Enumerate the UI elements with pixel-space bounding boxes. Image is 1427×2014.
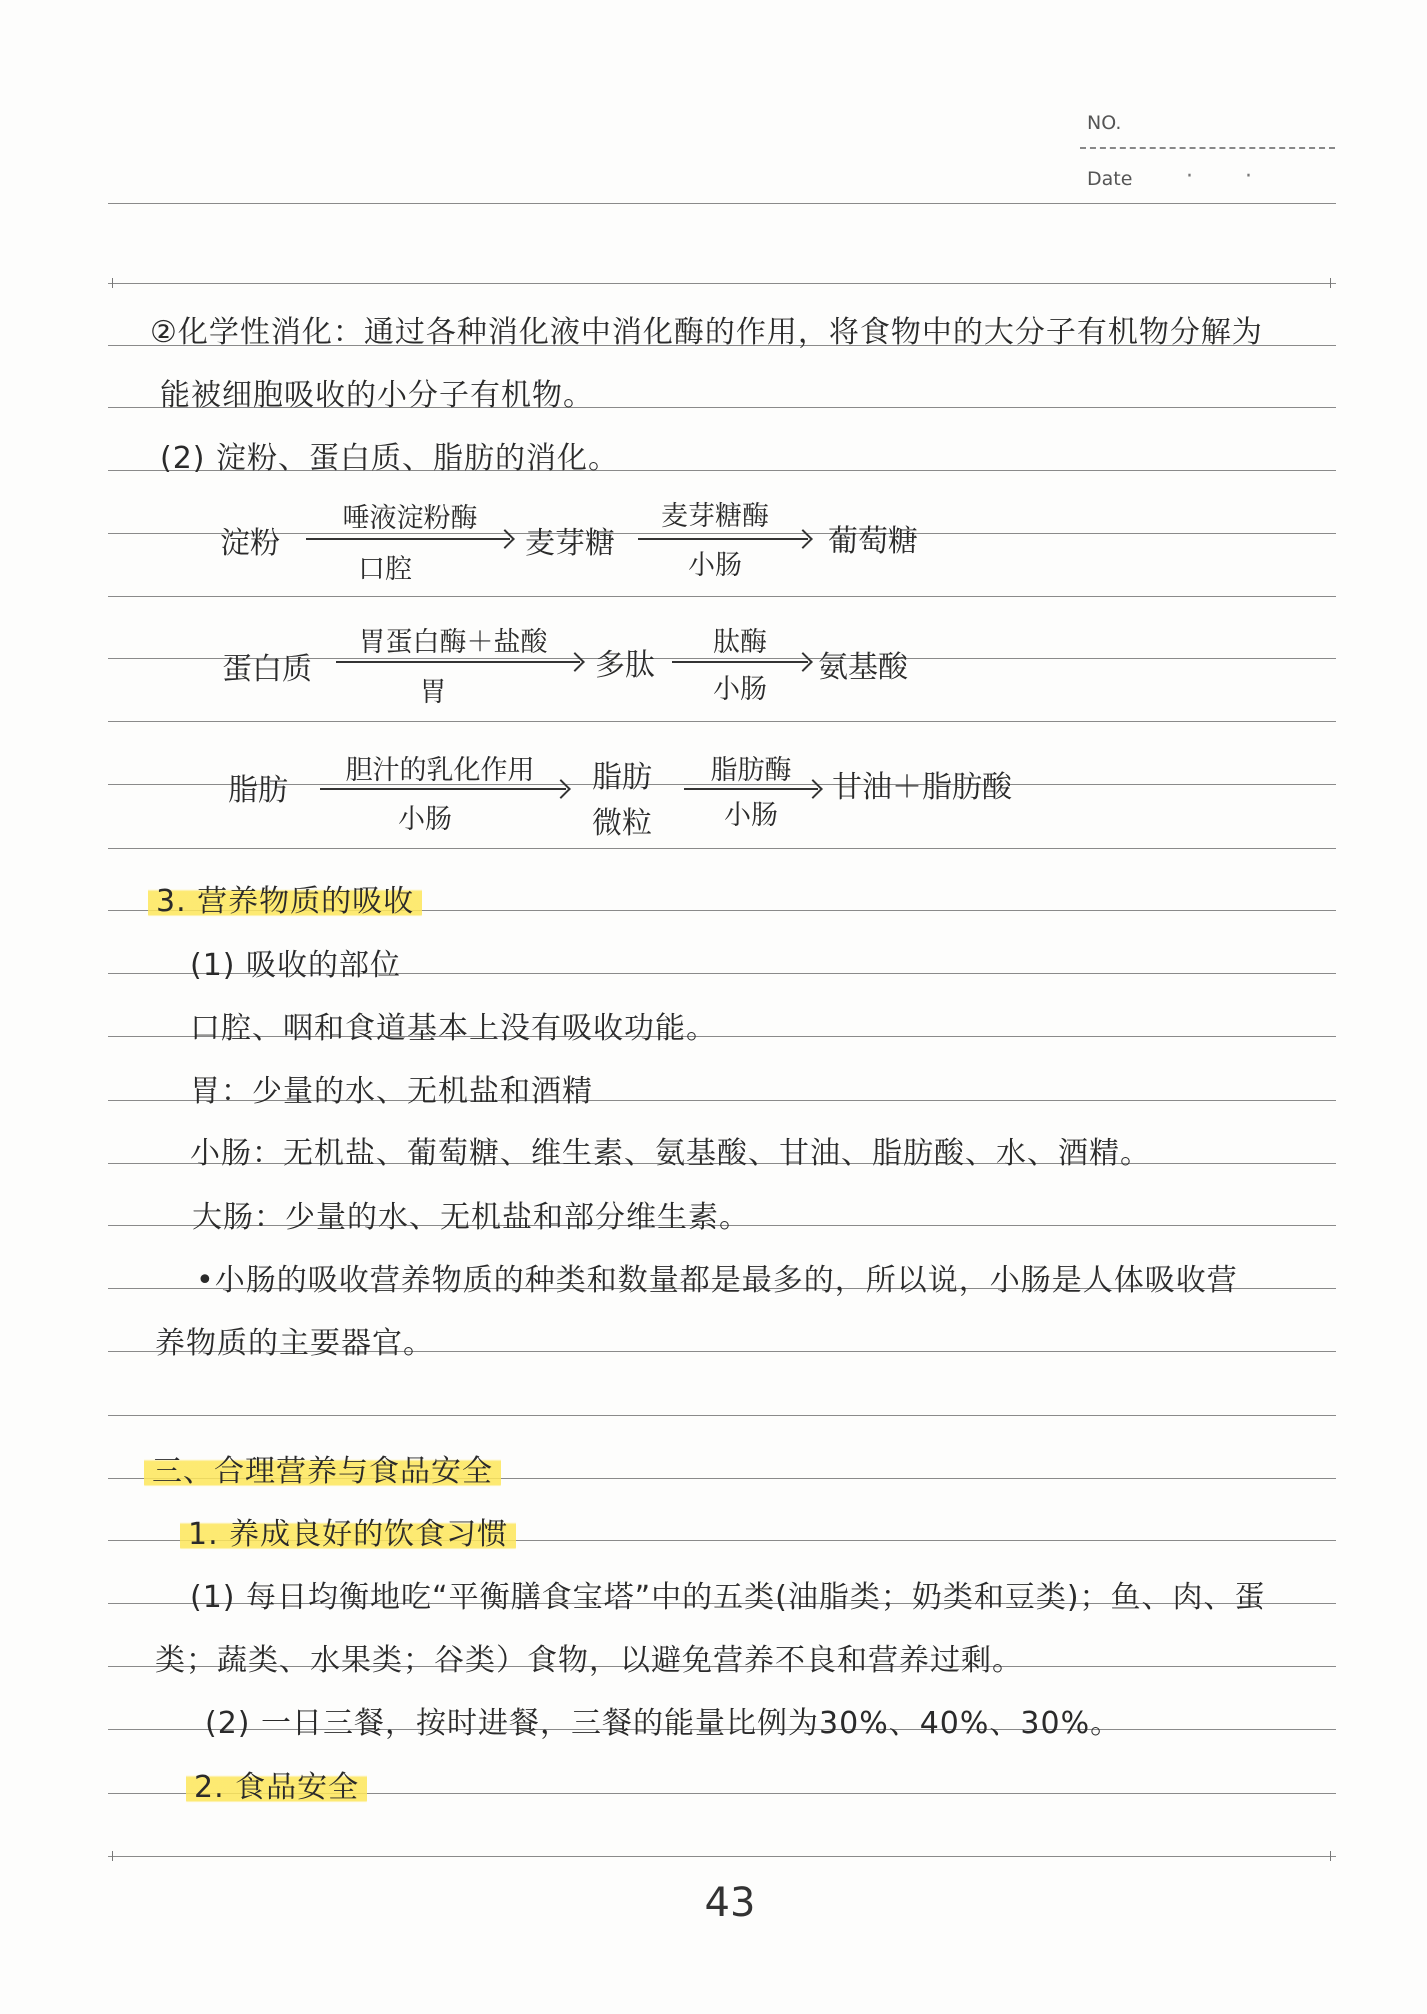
fat-product: 甘油＋脂肪酸 <box>832 770 1012 805</box>
chemical-digestion-line-2: 能被细胞吸收的小分子有机物。 <box>160 378 594 413</box>
date-label: Date <box>1087 168 1133 190</box>
starch-enzyme-2: 麦芽糖酶 <box>661 501 769 532</box>
rule-line <box>108 203 1336 204</box>
rule-line <box>108 533 1336 534</box>
absorption-note-line-1: •小肠的吸收营养物质的种类和数量都是最多的，所以说，小肠是人体吸收营 <box>196 1263 1238 1298</box>
starch-site-2: 小肠 <box>688 550 742 581</box>
absorption-item-stomach: 胃：少量的水、无机盐和酒精 <box>190 1074 593 1109</box>
fat-process-1: 胆汁的乳化作用 <box>345 755 535 786</box>
fat-arrow-1 <box>320 788 566 790</box>
protein-arrow-2 <box>672 661 808 663</box>
date-dot-1: · <box>1186 164 1193 189</box>
rule-line <box>108 721 1336 722</box>
starch-arrow-1 <box>306 538 510 540</box>
rule-line <box>108 596 1336 597</box>
fat-arrow-2 <box>684 788 818 790</box>
fat-reactant: 脂肪 <box>228 773 288 808</box>
fat-intermediate-sub: 微粒 <box>592 806 652 841</box>
absorption-item-small-intestine: 小肠：无机盐、葡萄糖、维生素、氨基酸、甘油、脂肪酸、水、酒精。 <box>190 1136 1151 1171</box>
protein-site-2: 小肠 <box>713 674 767 705</box>
protein-enzyme-1: 胃蛋白酶＋盐酸 <box>358 627 548 658</box>
protein-intermediate: 多肽 <box>595 648 655 683</box>
habits-p1-line-1: (1) 每日均衡地吃“平衡膳食宝塔”中的五类(油脂类；奶类和豆类)；鱼、肉、蛋 <box>190 1580 1266 1615</box>
absorption-item-large-intestine: 大肠：少量的水、无机盐和部分维生素。 <box>192 1200 750 1235</box>
starch-reactant: 淀粉 <box>220 526 280 561</box>
rule-tick <box>112 1851 113 1861</box>
food-safety-subheading: 2. 食品安全 <box>186 1762 367 1806</box>
starch-product: 葡萄糖 <box>828 524 918 559</box>
page-number: 43 <box>704 1880 756 1926</box>
protein-enzyme-2: 肽酶 <box>713 627 767 658</box>
fat-intermediate: 脂肪 <box>592 760 652 795</box>
rule-tick <box>1330 278 1331 288</box>
digestion-subheading: (2) 淀粉、蛋白质、脂肪的消化。 <box>160 441 620 476</box>
chemical-digestion-line-1: ②化学性消化：通过各种消化液中消化酶的作用，将食物中的大分子有机物分解为 <box>150 315 1263 350</box>
rule-tick <box>112 278 113 288</box>
rule-line <box>108 848 1336 849</box>
absorption-item-mouth: 口腔、咽和食道基本上没有吸收功能。 <box>190 1011 717 1046</box>
absorption-note-line-2: 养物质的主要器官。 <box>155 1326 434 1361</box>
habits-p2: (2) 一日三餐，按时进餐，三餐的能量比例为30%、40%、30%。 <box>205 1706 1122 1741</box>
date-dot-2: · <box>1245 164 1252 189</box>
fat-site-1: 小肠 <box>398 804 452 835</box>
protein-site-1: 胃 <box>419 677 447 708</box>
protein-product: 氨基酸 <box>818 650 908 685</box>
absorption-heading: 3. 营养物质的吸收 <box>148 876 422 920</box>
starch-intermediate: 麦芽糖 <box>525 526 615 561</box>
rule-line <box>108 283 1336 284</box>
rule-tick <box>1330 1851 1331 1861</box>
no-label: NO. <box>1087 112 1122 134</box>
fat-enzyme-2: 脂肪酶 <box>710 755 792 786</box>
rule-line <box>108 1415 1336 1416</box>
fat-site-2: 小肠 <box>724 800 778 831</box>
habits-subheading: 1. 养成良好的饮食习惯 <box>180 1509 516 1553</box>
protein-arrow-1 <box>336 661 580 663</box>
starch-enzyme-1: 唾液淀粉酶 <box>342 503 478 534</box>
starch-arrow-2 <box>638 538 808 540</box>
starch-site-1: 口腔 <box>358 554 412 585</box>
section-three-heading: 三、合理营养与食品安全 <box>144 1446 501 1490</box>
habits-p1-line-2: 类；蔬类、水果类；谷类）食物，以避免营养不良和营养过剩。 <box>155 1643 1023 1678</box>
protein-reactant: 蛋白质 <box>222 652 312 687</box>
absorption-sub-heading: (1) 吸收的部位 <box>190 948 402 983</box>
no-dashed-line <box>1080 147 1335 149</box>
rule-line <box>108 1856 1336 1857</box>
